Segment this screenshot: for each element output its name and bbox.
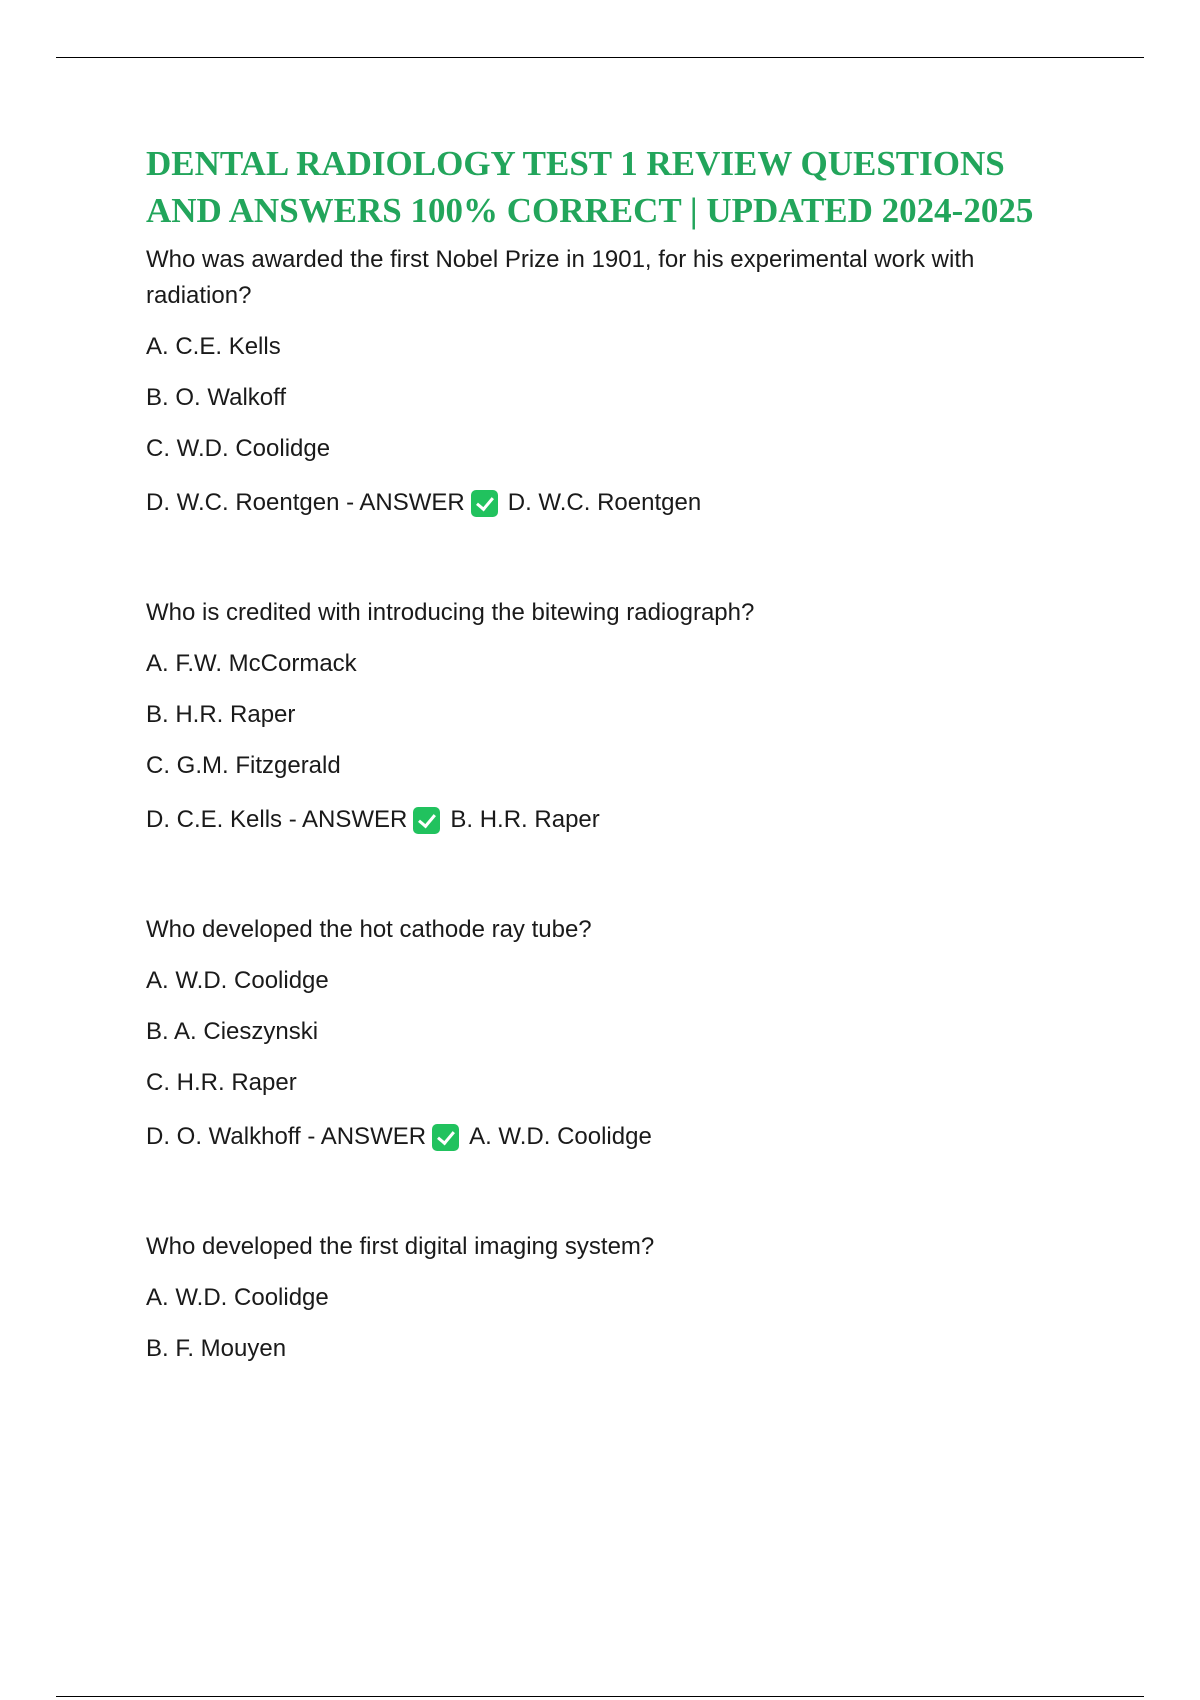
option-a: A. W.D. Coolidge [146,967,329,994]
document-title: DENTAL RADIOLOGY TEST 1 REVIEW QUESTIONS AND ANSWERS 100% CORRECT | UPDATED 2024-2025 [146,144,1034,230]
option-d: D. O. Walkhoff - ANSWER [146,1123,427,1150]
option-b: B. F. Mouyen [146,1335,287,1362]
spacer [146,521,1086,587]
document-body [146,140,1086,1367]
bottom-rule [56,1696,1144,1697]
option-d: D. W.C. Roentgen - ANSWER [146,489,465,516]
option-b: B. O. Walkoff [146,384,287,411]
question-block-2 [146,587,1086,838]
correct-answer: B. H.R. Raper [450,806,600,833]
question-text: Who developed the first digital imaging system? [146,1233,655,1260]
option-c: C. W.D. Coolidge [146,435,331,462]
answer-line [146,467,1086,521]
question-text: Who is credited with introducing the bitewing radiograph? [146,599,755,626]
option-d: D. C.E. Kells - ANSWER [146,806,408,833]
green-checkmark-icon [413,807,440,834]
option-a: A. W.D. Coolidge [146,1284,329,1311]
option-c: C. G.M. Fitzgerald [146,752,341,779]
option-c: C. H.R. Raper [146,1069,297,1096]
answer-line [146,784,1086,838]
spacer [146,1155,1086,1221]
green-checkmark-icon [432,1124,459,1151]
question-text: Who developed the hot cathode ray tube? [146,916,592,943]
question-text: Who was awarded the first Nobel Prize in 1901, for his experimental work with radiation? [146,246,975,309]
question-block-3 [146,904,1086,1155]
correct-answer: D. W.C. Roentgen [507,489,702,516]
correct-answer: A. W.D. Coolidge [469,1123,652,1150]
question-block-4 [146,1221,1086,1367]
answer-line [146,1101,1086,1155]
option-a: A. F.W. McCormack [146,650,357,677]
option-a: A. C.E. Kells [146,333,281,360]
top-rule [56,57,1144,58]
option-b: B. A. Cieszynski [146,1018,319,1045]
spacer [146,838,1086,904]
green-checkmark-icon [471,490,498,517]
question-block-1 [146,234,1086,521]
option-b: B. H.R. Raper [146,701,296,728]
